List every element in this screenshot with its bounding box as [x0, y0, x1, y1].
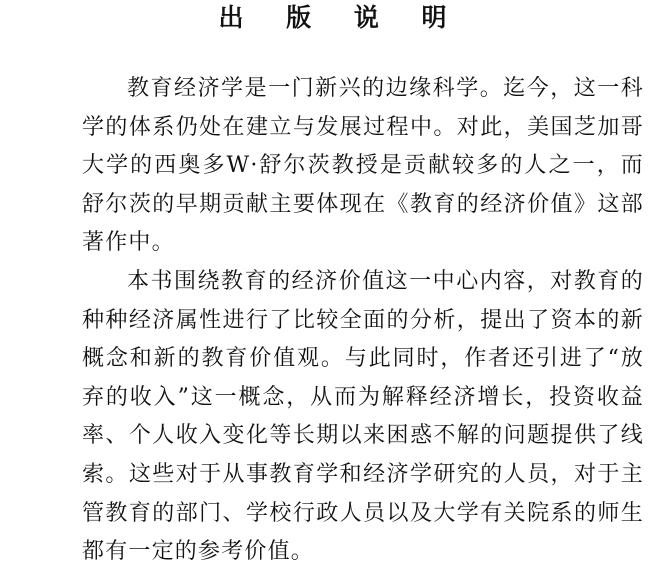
- paragraph-2: 本书围绕教育的经济价值这一中心内容，对教育的种种经济属性进行了比较全面的分析，提出了资本的新概念和新的教育价值观。与此同时，作者还引进了“放弃的收入”这一概念，从而为解释经济增长，投资收益率、个人收入变化等长期以来困惑不解的问题提供了线索。这些对于从事教育学和经济学研究的人员，对于主管教育的部门、学校行政人员以及大学有关院系的师生都有一定的参考价值。: [82, 268, 644, 565]
- body-text: [82, 70, 644, 572]
- page-title: 出 版 说 明: [218, 3, 464, 32]
- paragraph-1: 教育经济学是一门新兴的边缘科学。迄今，这一科学的体系仍处在建立与发展过程中。对此，美国芝加哥大学的西奥多W·舒尔茨教授是贡献较多的人之一，而舒尔茨的早期贡献主要体现在《教育的经济价值》这部著作中。: [82, 76, 644, 256]
